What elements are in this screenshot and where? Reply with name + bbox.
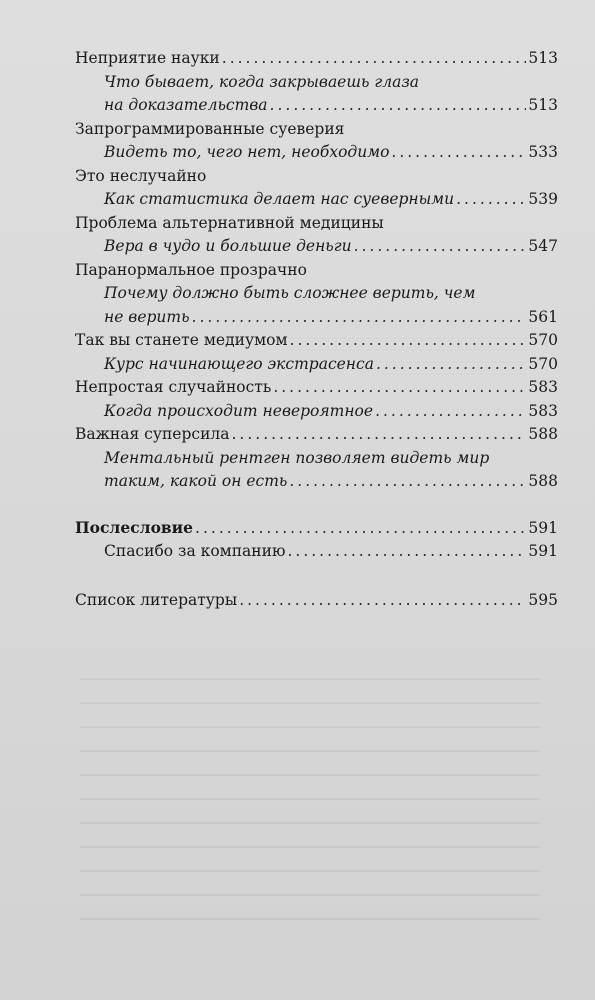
toc-title: Это неслучайно [75,166,207,185]
toc-title: Вера в чудо и большие деньги [104,237,352,255]
toc-subtitle-line: Что бывает, когда закрываешь глаза [104,72,420,91]
toc-title: Видеть то, чего нет, необходимо [104,143,390,161]
toc-page: 513 [528,49,558,67]
toc-title: Паранормальное прозрачно [75,260,307,279]
toc-title: не верить [104,307,190,326]
toc-title: на доказательства [104,96,268,114]
toc-subtitle [75,400,558,424]
toc-afterword [75,516,558,541]
toc-page: 561 [528,307,558,326]
toc-title: Неприятие науки [75,49,220,67]
dot-leader [354,235,527,259]
toc-subtitle [75,94,558,118]
toc-subtitle-line: Ментальный рентген позволяет видеть мир [104,448,490,467]
spacer [75,564,558,589]
toc-page: 591 [528,542,558,560]
toc-page: 588 [528,425,558,443]
toc-page: 539 [528,190,558,208]
toc-subtitle [75,470,558,494]
dot-leader [289,470,526,494]
bleed-through-shadow [80,660,540,920]
toc-title: Послесловие [75,517,194,537]
toc-subtitle [75,235,558,259]
toc-chapter [75,423,558,447]
toc-title: Спасибо за компанию [104,542,286,560]
dot-leader [232,423,527,447]
toc-page: 570 [528,331,558,349]
toc-page: 583 [528,378,558,396]
dot-leader [391,141,526,165]
toc-title: Как статистика делает нас суеверными [104,190,455,208]
dot-leader [375,400,526,424]
toc-page: 591 [528,518,558,537]
toc-subtitle [75,353,558,377]
toc-title: Проблема альтернативной медицины [75,213,384,232]
dot-leader [192,306,527,330]
dot-leader [456,188,526,212]
toc-subtitle [75,188,558,212]
spacer [75,494,558,516]
toc-title: Список литературы [75,590,238,609]
dot-leader [287,540,526,564]
toc-chapter [75,212,558,236]
toc-title: Запрограммированные суеверия [75,119,345,138]
toc-page: 533 [528,143,558,161]
dot-leader [376,353,526,377]
dot-leader [290,329,527,353]
toc-afterword-sub [75,540,558,564]
toc-page: 583 [528,401,558,420]
toc-chapter [75,165,558,189]
toc-chapter [75,118,558,142]
toc-title: Важная суперсила [75,425,230,443]
toc-chapter [75,329,558,353]
dot-leader [270,94,527,118]
toc-subtitle-line: Почему должно быть сложнее верить, чем [104,284,476,302]
toc-title: Непростая случайность [75,378,272,396]
toc-page: 588 [528,472,558,490]
toc-page: 570 [528,354,558,373]
toc-page: 547 [528,237,558,255]
toc-subtitle [75,141,558,165]
toc-chapter [75,47,558,71]
toc-page: 595 [528,590,558,609]
toc-chapter [75,376,558,400]
table-of-contents [75,47,558,612]
toc-bibliography [75,589,558,613]
dot-leader [273,376,526,400]
dot-leader [195,517,526,541]
toc-page: 513 [528,96,558,114]
dot-leader [239,589,526,613]
toc-subtitle [75,306,558,330]
toc-title: Когда происходит невероятное [104,401,374,420]
dot-leader [222,47,527,71]
toc-title: Так вы станете медиумом [75,331,288,349]
toc-chapter [75,259,558,283]
toc-title: таким, какой он есть [104,472,288,490]
toc-title: Курс начинающего экстрасенса [104,354,374,373]
